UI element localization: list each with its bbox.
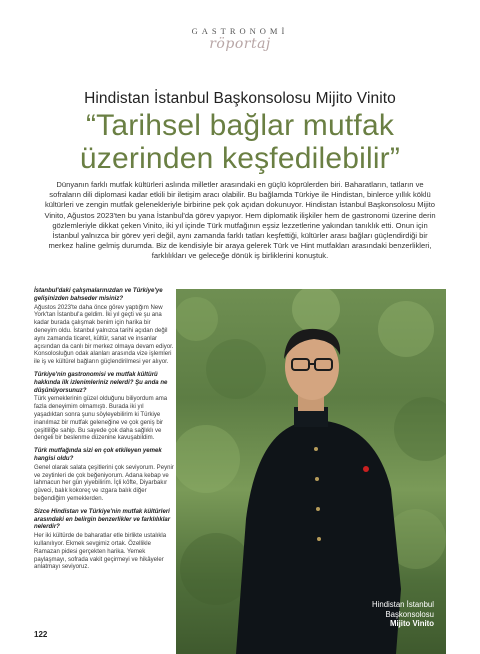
- answer: Türk yemeklerinin güzel olduğunu biliyordum ama fazla deneyimim olmamıştı. Burada iki yıl yaşadıktan sonra şunu söyleyebilirim ki Türkiye inanılmaz bir mutfak geleneğine ve çok geniş bir çeşitliliğe sahip. Bu sayede çok daha sağlıklı ve dengeli bir beslenme düzenine kavuşabildim.: [34, 396, 168, 442]
- caption-name: Mijito Vinito: [389, 619, 434, 629]
- question: Türkiye'nin gastronomisi ve mutfak kültürü hakkında ilk izlenimleriniz nelerdi? Şu anda ne düşünüyorsunuz?: [34, 371, 168, 394]
- question: Sizce Hindistan ve Türkiye'nin mutfak kültürleri arasındaki en belirgin benzerlikler ve farklılıklar nelerdir?: [34, 508, 171, 531]
- section-kicker: GASTRONOMİ: [191, 26, 289, 36]
- caption-line-2: Başkonsolosu: [385, 609, 434, 619]
- pull-quote-line-2: üzerinden keşfedilebilir”: [79, 142, 401, 175]
- answer: Ağustos 2023'te daha önce görev yaptığım New York'tan İstanbul'a geldim. İki yıl geçti ve şu ana kadar burada çalışmak benim için harika bir deneyim oldu. İstanbul yalnızca tarihi açıdan değil aynı zamanda ticaret, kültür, sanat ve insanlar açısından da canlı bir merkez olmaya devam ediyor. Konsolosluğun odak alanları arasında vize işlemleri ile iş ve kültürel bağların güçlendirilmesi yer alıyor.: [34, 304, 174, 366]
- answer: Genel olarak salata çeşitlerini çok seviyorum. Peynir ve zeytinleri de çok beğeniyorum. Adana kebap ve lahmacun her gün yiyebilirim. İçli köfte, Diyarbakır güveci, balık kokoreç ve ızgara balık diğer beğendiğim yemeklerden.: [34, 464, 174, 502]
- caption-line-1: Hindistan İstanbul: [372, 600, 434, 609]
- page-number: 122: [34, 630, 48, 639]
- lead-paragraph: Dünyanın farklı mutfak kültürleri aslında milletler arasındaki en güçlü köprülerden biri. Baharatların, tatların ve sofraların dili diplomasi kadar etkili bir iletişim aracı olabilir. Bu bağlamda Türkiye ile Hindistan, binlerce yıllık köklü kültürleri ve zengin mutfak gelenekleriyle birbirine pek çok açıdan dokunuyor. Hindistan İstanbul Başkonsolosu Mijito Vinito, Ağustos 2023'ten bu yana İstanbul'da görev yapıyor. Hem diplomatik ilişkiler hem de gastronomi üzerine derin gözlemleriyle dikkat çeken Vinito, iki yıl içinde Türk mutfağının eşsiz lezzetlerine yakından tanıklık etti. Onun için İstanbul yalnızca bir görev yeri değil, aynı zamanda farklı tatları keşfettiği, kültürler arası bağları güçlendirdiği bir merkez haline gelmiş durumda. Biz de kendisiyle bir araya gelerek Türk ve Hint mutfakları arasındaki benzerlikleri, farklılıkları ve geleceğe dönük iş birliklerini konuştuk.: [44, 180, 436, 261]
- question: Türk mutfağında sizi en çok etkileyen yemek hangisi oldu?: [34, 448, 162, 462]
- question: İstanbul'daki çalışmalarınızdan ve Türkiye'ye gelişinizden bahseder misiniz?: [34, 288, 163, 302]
- lapel-pin: [363, 466, 369, 472]
- consul-portrait-photo: [176, 289, 446, 654]
- article-headline: Hindistan İstanbul Başkonsolosu Mijito Vinito: [84, 90, 396, 107]
- interview-column: [34, 288, 174, 577]
- pull-quote-line-1: “Tarihsel bağlar mutfak: [85, 109, 395, 142]
- subsection-script: röportaj: [209, 36, 271, 52]
- photo-caption: [372, 600, 434, 629]
- pull-quote-title: [0, 109, 480, 175]
- answer: Her iki kültürde de baharatlar etle birlikte ustalıkla kullanılıyor. Ekmek sevgimiz ortak. Özellikle Ramazan pidesi gerçekten harika. Yemek paylaşmayı, sofrada vakit geçirmeyi ve hikâyeler anlatmayı seviyoruz.: [34, 533, 167, 571]
